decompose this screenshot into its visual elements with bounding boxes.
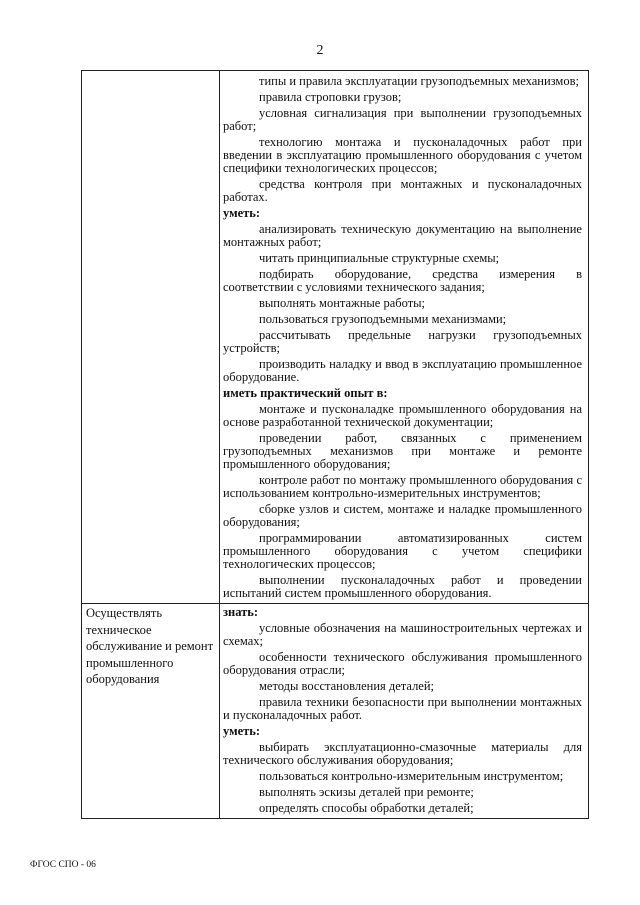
section-heading: уметь:	[223, 724, 261, 738]
list-item: выполнять монтажные работы;	[259, 296, 426, 310]
competency-text: Осуществлять техническое обслуживание и ремонт промышленного оборудования	[86, 606, 214, 686]
page-number: 2	[316, 43, 324, 58]
competency-cell	[82, 71, 220, 604]
list-item: программировании автоматизированных систем промышленного оборудования с учетом специфики технологических процессов;	[223, 531, 582, 571]
requirements-list	[220, 604, 588, 815]
list-item: рассчитывать предельные нагрузки грузоподъемных устройств;	[223, 328, 582, 355]
list-item: проведении работ, связанных с применением грузоподъемных механизмов при монтаже и ремонте промышленного оборудования;	[223, 431, 582, 471]
requirements-cell	[220, 604, 589, 819]
list-item: средства контроля при монтажных и пусконаладочных работах.	[223, 177, 582, 204]
footer-code: ФГОС СПО - 06	[30, 860, 96, 870]
table-row	[82, 604, 589, 819]
list-item: производить наладку и ввод в эксплуатацию промышленное оборудование.	[223, 357, 582, 384]
requirements-cell	[220, 71, 589, 604]
competency-table	[81, 70, 589, 819]
list-item: подбирать оборудование, средства измерения в соответствии с условиями технического задания;	[223, 267, 582, 294]
list-item: монтаже и пусконаладке промышленного оборудования на основе разработанной технической документации;	[223, 402, 582, 429]
list-item: особенности технического обслуживания промышленного оборудования отрасли;	[223, 650, 582, 677]
section-heading: уметь:	[223, 206, 261, 220]
list-item: выполнять эскизы деталей при ремонте;	[259, 785, 474, 799]
list-item: анализировать техническую документацию на выполнение монтажных работ;	[223, 222, 582, 249]
table-row	[82, 71, 589, 604]
competency-cell	[82, 604, 220, 819]
list-item: условные обозначения на машиностроительных чертежах и схемах;	[223, 621, 582, 648]
list-item: выбирать эксплуатационно-смазочные материалы для технического обслуживания оборудования;	[223, 740, 582, 767]
list-item: методы восстановления деталей;	[259, 679, 435, 693]
list-item: сборке узлов и систем, монтаже и наладке промышленного оборудования;	[223, 502, 582, 529]
section-heading: знать:	[223, 605, 259, 619]
list-item: условная сигнализация при выполнении грузоподъемных работ;	[223, 106, 582, 133]
list-item: правила строповки грузов;	[259, 90, 402, 104]
list-item: технологию монтажа и пусконаладочных работ при введении в эксплуатацию промышленного оборудования с учетом специфики технологических процессов;	[223, 135, 582, 175]
list-item: пользоваться контрольно-измерительным инструментом;	[259, 769, 564, 783]
list-item: правила техники безопасности при выполнении монтажных и пусконаладочных работ.	[223, 695, 582, 722]
list-item: определять способы обработки деталей;	[259, 801, 474, 815]
list-item: типы и правила эксплуатации грузоподъемных механизмов;	[259, 74, 579, 88]
competency-text	[82, 71, 219, 72]
requirements-list	[220, 71, 588, 600]
list-item: читать принципиальные структурные схемы;	[259, 251, 500, 265]
section-heading: иметь практический опыт в:	[223, 386, 388, 400]
list-item: пользоваться грузоподъемными механизмами;	[259, 312, 507, 326]
list-item: контроле работ по монтажу промышленного оборудования с использованием контрольно-измерительных инструментов;	[223, 473, 582, 500]
list-item: выполнении пусконаладочных работ и проведении испытаний систем промышленного оборудования.	[223, 573, 582, 600]
